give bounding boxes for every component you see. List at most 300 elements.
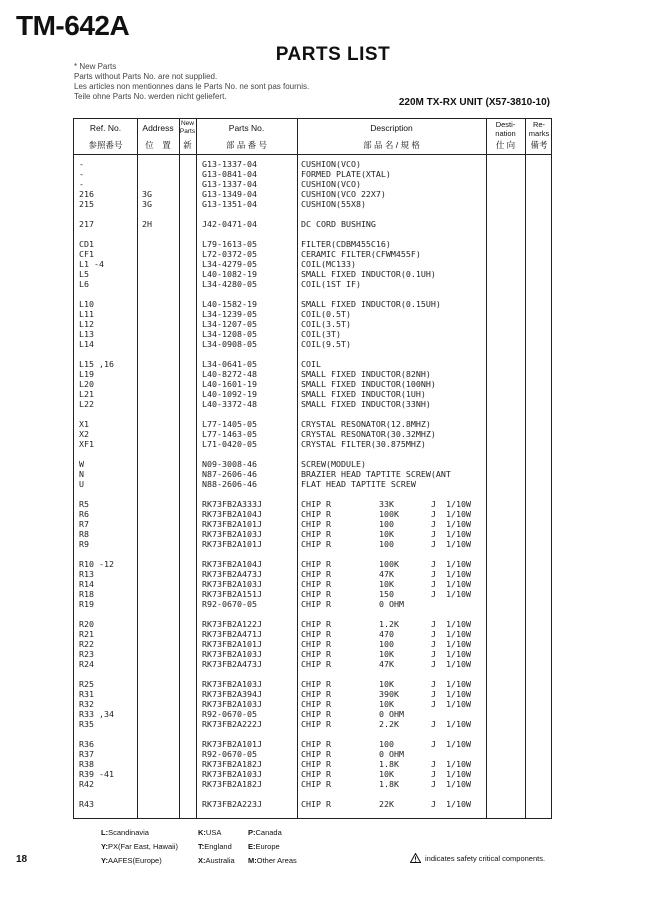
tolerance-cell: J [431, 529, 436, 539]
description-cell: COIL(0.5T) [301, 309, 351, 319]
power-cell: 1/10W [446, 509, 471, 519]
table-row [74, 689, 551, 699]
power-cell: 1/10W [446, 759, 471, 769]
ref-cell: R42 [79, 779, 94, 789]
ref-cell: L5 [79, 269, 89, 279]
legend-entry [101, 826, 178, 840]
group-spacer [74, 729, 551, 739]
description-cell: CHIP R [301, 709, 331, 719]
table-row [74, 159, 551, 169]
header-address-en: Address [142, 123, 174, 133]
description-cell: SMALL FIXED INDUCTOR(33NH) [301, 399, 431, 409]
part-number-cell: N87-2606-46 [202, 469, 257, 479]
description-cell: BRAZIER HEAD TAPTITE SCREW(ANT [301, 469, 451, 479]
legend-region: USA [205, 828, 222, 837]
power-cell: 1/10W [446, 559, 471, 569]
safety-note-text: indicates safety critical components. [425, 853, 546, 863]
tolerance-cell: J [431, 659, 436, 669]
table-row [74, 739, 551, 749]
table-row [74, 599, 551, 609]
description-cell: COIL(MC133) [301, 259, 356, 269]
description-cell: COIL(9.5T) [301, 339, 351, 349]
part-number-cell: RK73FB2A473J [202, 569, 262, 579]
part-number-cell: G13-1351-04 [202, 199, 257, 209]
tolerance-cell: J [431, 589, 436, 599]
safety-note [410, 853, 545, 863]
power-cell: 1/10W [446, 719, 471, 729]
description-cell: CHIP R [301, 689, 331, 699]
header-remarks-en: Re- marks [528, 120, 550, 138]
table-row [74, 569, 551, 579]
description-cell: CHIP R [301, 659, 331, 669]
part-number-cell: L77-1463-05 [202, 429, 257, 439]
legend-column-1 [101, 826, 178, 868]
value-cell: 0 OHM [379, 749, 404, 759]
table-row [74, 439, 551, 449]
value-cell: 10K [379, 529, 394, 539]
ref-cell: CD1 [79, 239, 94, 249]
ref-cell: R21 [79, 629, 94, 639]
value-cell: 100 [379, 639, 394, 649]
part-number-cell: R92-0670-05 [202, 709, 257, 719]
ref-cell: L1 -4 [79, 259, 104, 269]
table-row [74, 369, 551, 379]
ref-cell: L6 [79, 279, 89, 289]
power-cell: 1/10W [446, 579, 471, 589]
power-cell: 1/10W [446, 539, 471, 549]
legend-region: Australia [205, 856, 235, 865]
legend-code: T: [198, 842, 205, 851]
ref-cell: L21 [79, 389, 94, 399]
description-cell: CUSHION(VCO) [301, 179, 361, 189]
header-parts-en: Parts No. [228, 123, 265, 133]
part-number-cell: L77-1405-05 [202, 419, 257, 429]
table-row [74, 749, 551, 759]
ref-cell: L14 [79, 339, 94, 349]
description-cell: COIL [301, 359, 321, 369]
header-description-jp: 部 品 名 / 規 格 [363, 140, 420, 150]
description-cell: CHIP R [301, 579, 331, 589]
tolerance-cell: J [431, 569, 436, 579]
tolerance-cell: J [431, 679, 436, 689]
description-cell: COIL(1ST IF) [301, 279, 361, 289]
part-number-cell: RK73FB2A182J [202, 759, 262, 769]
ref-cell: L19 [79, 369, 94, 379]
part-number-cell: R92-0670-05 [202, 749, 257, 759]
ref-cell: R22 [79, 639, 94, 649]
ref-cell: 217 [79, 219, 94, 229]
description-cell: CHIP R [301, 529, 331, 539]
power-cell: 1/10W [446, 799, 471, 809]
description-cell: CHIP R [301, 719, 331, 729]
table-row [74, 399, 551, 409]
part-number-cell: L40-1092-19 [202, 389, 257, 399]
ref-cell: R31 [79, 689, 94, 699]
table-row [74, 529, 551, 539]
ref-cell: R38 [79, 759, 94, 769]
description-cell: SMALL FIXED INDUCTOR(100NH) [301, 379, 436, 389]
description-cell: CHIP R [301, 739, 331, 749]
part-number-cell: L34-1239-05 [202, 309, 257, 319]
tolerance-cell: J [431, 689, 436, 699]
page-title: PARTS LIST [275, 44, 391, 65]
legend-region: AAFES(Europe) [107, 856, 162, 865]
part-number-cell: RK73FB2A122J [202, 619, 262, 629]
group-spacer [74, 209, 551, 219]
value-cell: 100K [379, 509, 399, 519]
legend-entry [101, 840, 178, 854]
table-row [74, 179, 551, 189]
ref-cell: R33 ,34 [79, 709, 114, 719]
description-cell: CHIP R [301, 589, 331, 599]
ref-cell: R39 -41 [79, 769, 114, 779]
table-row [74, 799, 551, 809]
power-cell: 1/10W [446, 569, 471, 579]
ref-cell: L11 [79, 309, 94, 319]
ref-cell: X1 [79, 419, 89, 429]
part-number-cell: J42-0471-04 [202, 219, 257, 229]
power-cell: 1/10W [446, 499, 471, 509]
table-row [74, 249, 551, 259]
legend-code: Y: [101, 842, 108, 851]
value-cell: 390K [379, 689, 399, 699]
description-cell: SMALL FIXED INDUCTOR(1UH) [301, 389, 426, 399]
legend-entry [248, 840, 297, 854]
ref-cell: 216 [79, 189, 94, 199]
part-number-cell: RK73FB2A104J [202, 559, 262, 569]
header-divider [74, 154, 551, 155]
ref-cell: R37 [79, 749, 94, 759]
part-number-cell: L34-1207-05 [202, 319, 257, 329]
tolerance-cell: J [431, 629, 436, 639]
page-number: 18 [16, 854, 28, 865]
ref-cell: L20 [79, 379, 94, 389]
table-row [74, 459, 551, 469]
ref-cell: 215 [79, 199, 94, 209]
part-number-cell: L40-3372-48 [202, 399, 257, 409]
legend-code: X: [198, 856, 206, 865]
description-cell: CHIP R [301, 499, 331, 509]
tolerance-cell: J [431, 539, 436, 549]
table-row [74, 629, 551, 639]
description-cell: SMALL FIXED INDUCTOR(0.15UH) [301, 299, 441, 309]
part-number-cell: L40-1082-19 [202, 269, 257, 279]
ref-cell: N [79, 469, 84, 479]
group-spacer [74, 609, 551, 619]
value-cell: 2.2K [379, 719, 399, 729]
part-number-cell: L40-8272-48 [202, 369, 257, 379]
table-row [74, 419, 551, 429]
description-cell: CHIP R [301, 769, 331, 779]
ref-cell: R8 [79, 529, 89, 539]
description-cell: CUSHION(VCO 22X7) [301, 189, 386, 199]
description-cell: CHIP R [301, 779, 331, 789]
ref-cell: W [79, 459, 84, 469]
ref-cell: - [79, 159, 84, 169]
part-number-cell: RK73FB2A151J [202, 589, 262, 599]
ref-cell: L13 [79, 329, 94, 339]
power-cell: 1/10W [446, 639, 471, 649]
part-number-cell: RK73FB2A101J [202, 639, 262, 649]
table-row [74, 279, 551, 289]
table-row [74, 339, 551, 349]
part-number-cell: L71-0420-05 [202, 439, 257, 449]
value-cell: 47K [379, 569, 394, 579]
legend-entry [198, 840, 235, 854]
legend-column-2 [198, 826, 235, 868]
value-cell: 10K [379, 699, 394, 709]
description-cell: CRYSTAL FILTER(30.875MHZ) [301, 439, 426, 449]
description-cell: CHIP R [301, 749, 331, 759]
power-cell: 1/10W [446, 529, 471, 539]
ref-cell: R19 [79, 599, 94, 609]
part-number-cell: G13-1337-04 [202, 179, 257, 189]
description-cell: CHIP R [301, 559, 331, 569]
header-description-en: Description [370, 123, 413, 133]
table-row [74, 219, 551, 229]
table-body [74, 159, 551, 809]
part-number-cell: RK73FB2A473J [202, 659, 262, 669]
table-row [74, 719, 551, 729]
address-cell: 2H [142, 219, 152, 229]
ref-cell: R36 [79, 739, 94, 749]
group-spacer [74, 549, 551, 559]
part-number-cell: RK73FB2A103J [202, 769, 262, 779]
ref-cell: L22 [79, 399, 94, 409]
table-row [74, 559, 551, 569]
legend-region: Europe [255, 842, 280, 851]
legend-code: L: [101, 828, 109, 837]
table-row [74, 269, 551, 279]
table-row [74, 699, 551, 709]
description-cell: SCREW(MODULE) [301, 459, 366, 469]
tolerance-cell: J [431, 519, 436, 529]
note-line: Parts without Parts No. are not supplied. [74, 72, 218, 81]
ref-cell: U [79, 479, 84, 489]
ref-cell: X2 [79, 429, 89, 439]
notes-block [74, 62, 309, 102]
ref-cell: R7 [79, 519, 89, 529]
table-row [74, 509, 551, 519]
legend-region: Canada [255, 828, 282, 837]
header-destination-jp: 仕 向 [495, 140, 516, 150]
table-row [74, 169, 551, 179]
description-cell: CHIP R [301, 519, 331, 529]
table-row [74, 429, 551, 439]
ref-cell: R9 [79, 539, 89, 549]
tolerance-cell: J [431, 779, 436, 789]
legend-code: M: [248, 856, 257, 865]
tolerance-cell: J [431, 739, 436, 749]
value-cell: 10K [379, 579, 394, 589]
value-cell: 100K [379, 559, 399, 569]
value-cell: 0 OHM [379, 709, 404, 719]
ref-cell: R6 [79, 509, 89, 519]
note-line: Teile ohne Parts No. werden nicht geliefert. [74, 92, 227, 101]
description-cell: DC CORD BUSHING [301, 219, 376, 229]
value-cell: 1.8K [379, 759, 399, 769]
note-line: * New Parts [74, 62, 117, 71]
table-row [74, 299, 551, 309]
group-spacer [74, 289, 551, 299]
table-row [74, 659, 551, 669]
value-cell: 100 [379, 739, 394, 749]
part-number-cell: G13-0841-04 [202, 169, 257, 179]
part-number-cell: RK73FB2A333J [202, 499, 262, 509]
tolerance-cell: J [431, 579, 436, 589]
legend-code: E: [248, 842, 256, 851]
address-cell: 3G [142, 199, 152, 209]
table-row [74, 189, 551, 199]
header-remarks-jp: 備考 [530, 140, 548, 150]
header-ref-en: Ref. No. [89, 123, 122, 133]
part-number-cell: RK73FB2A101J [202, 739, 262, 749]
ref-cell: R20 [79, 619, 94, 629]
ref-cell: R23 [79, 649, 94, 659]
description-cell: CRYSTAL RESONATOR(12.8MHZ) [301, 419, 431, 429]
part-number-cell: RK73FB2A394J [202, 689, 262, 699]
table-row [74, 199, 551, 209]
group-spacer [74, 229, 551, 239]
ref-cell: L12 [79, 319, 94, 329]
part-number-cell: RK73FB2A101J [202, 519, 262, 529]
value-cell: 100 [379, 539, 394, 549]
part-number-cell: L34-0641-05 [202, 359, 257, 369]
description-cell: COIL(3T) [301, 329, 341, 339]
description-cell: CHIP R [301, 629, 331, 639]
power-cell: 1/10W [446, 519, 471, 529]
group-spacer [74, 789, 551, 799]
description-cell: SMALL FIXED INDUCTOR(0.1UH) [301, 269, 436, 279]
ref-cell: R10 -12 [79, 559, 114, 569]
description-cell: CHIP R [301, 599, 331, 609]
group-spacer [74, 669, 551, 679]
ref-cell: R32 [79, 699, 94, 709]
ref-cell: CF1 [79, 249, 94, 259]
table-row [74, 239, 551, 249]
value-cell: 10K [379, 679, 394, 689]
legend-entry [248, 854, 297, 868]
ref-cell: L15 ,16 [79, 359, 114, 369]
description-cell: CUSHION(VCO) [301, 159, 361, 169]
tolerance-cell: J [431, 559, 436, 569]
part-number-cell: RK73FB2A222J [202, 719, 262, 729]
part-number-cell: RK73FB2A101J [202, 539, 262, 549]
table-row [74, 579, 551, 589]
power-cell: 1/10W [446, 629, 471, 639]
tolerance-cell: J [431, 649, 436, 659]
group-spacer [74, 349, 551, 359]
description-cell: CERAMIC FILTER(CFWM455F) [301, 249, 421, 259]
part-number-cell: L40-1582-19 [202, 299, 257, 309]
description-cell: FLAT HEAD TAPTITE SCREW [301, 479, 416, 489]
description-cell: CRYSTAL RESONATOR(30.32MHZ) [301, 429, 436, 439]
part-number-cell: N88-2606-46 [202, 479, 257, 489]
header-ref-jp: 参照番号 [88, 140, 123, 150]
table-row [74, 769, 551, 779]
legend-entry [248, 826, 297, 840]
table-row [74, 309, 551, 319]
part-number-cell: L34-1208-05 [202, 329, 257, 339]
part-number-cell: L79-1613-05 [202, 239, 257, 249]
power-cell: 1/10W [446, 779, 471, 789]
value-cell: 150 [379, 589, 394, 599]
description-cell: FILTER(CDBM455C16) [301, 239, 391, 249]
description-cell: CHIP R [301, 639, 331, 649]
description-cell: CHIP R [301, 759, 331, 769]
part-number-cell: RK73FB2A103J [202, 529, 262, 539]
ref-cell: R13 [79, 569, 94, 579]
description-cell: CHIP R [301, 679, 331, 689]
legend-code: P: [248, 828, 256, 837]
power-cell: 1/10W [446, 679, 471, 689]
description-cell: CHIP R [301, 699, 331, 709]
power-cell: 1/10W [446, 589, 471, 599]
parts-table [73, 118, 552, 819]
power-cell: 1/10W [446, 699, 471, 709]
tolerance-cell: J [431, 799, 436, 809]
tolerance-cell: J [431, 499, 436, 509]
power-cell: 1/10W [446, 619, 471, 629]
table-row [74, 469, 551, 479]
table-row [74, 359, 551, 369]
legend-code: Y: [101, 856, 108, 865]
header-address-jp: 位 置 [145, 140, 171, 150]
group-spacer [74, 489, 551, 499]
warning-triangle-icon [410, 853, 421, 863]
legend-region: England [204, 842, 232, 851]
part-number-cell: L72-0372-05 [202, 249, 257, 259]
part-number-cell: L40-1601-19 [202, 379, 257, 389]
table-row [74, 379, 551, 389]
legend-region: Other Areas [256, 856, 297, 865]
model-number: TM-642A [16, 10, 130, 41]
ref-cell: R24 [79, 659, 94, 669]
value-cell: 470 [379, 629, 394, 639]
table-row [74, 589, 551, 599]
ref-cell: R18 [79, 589, 94, 599]
legend-entry [198, 826, 235, 840]
description-cell: CHIP R [301, 539, 331, 549]
part-number-cell: L34-0908-05 [202, 339, 257, 349]
description-cell: CUSHION(55X8) [301, 199, 366, 209]
tolerance-cell: J [431, 759, 436, 769]
description-cell: FORMED PLATE(XTAL) [301, 169, 391, 179]
tolerance-cell: J [431, 509, 436, 519]
power-cell: 1/10W [446, 689, 471, 699]
value-cell: 33K [379, 499, 394, 509]
value-cell: 22K [379, 799, 394, 809]
table-row [74, 759, 551, 769]
ref-cell: R25 [79, 679, 94, 689]
table-row [74, 319, 551, 329]
table-row [74, 389, 551, 399]
power-cell: 1/10W [446, 659, 471, 669]
header-new-en: New Parts [179, 120, 196, 135]
description-cell: CHIP R [301, 799, 331, 809]
table-row [74, 779, 551, 789]
power-cell: 1/10W [446, 739, 471, 749]
value-cell: 47K [379, 659, 394, 669]
ref-cell: R43 [79, 799, 94, 809]
part-number-cell: RK73FB2A103J [202, 649, 262, 659]
table-row [74, 649, 551, 659]
table-row [74, 539, 551, 549]
legend-entry [101, 854, 178, 868]
address-cell: 3G [142, 189, 152, 199]
value-cell: 1.2K [379, 619, 399, 629]
part-number-cell: RK73FB2A103J [202, 679, 262, 689]
